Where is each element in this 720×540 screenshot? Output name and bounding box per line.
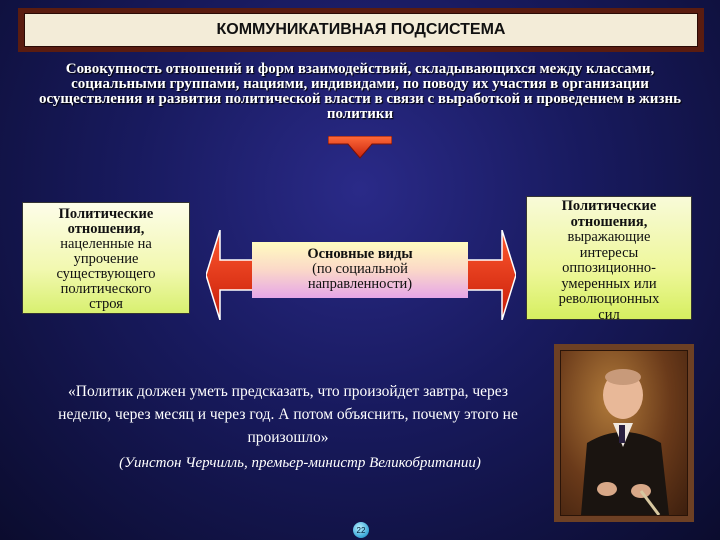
right-box-line: оппозиционно- bbox=[562, 260, 656, 276]
right-box-line: интересы bbox=[579, 244, 639, 261]
churchill-quote: «Политик должен уметь предсказать, что произойдет завтра, через неделю, через месяц и через год. А потом объяснить, почему этого не произошло» bbox=[58, 383, 518, 446]
left-box-heading-1: Политические bbox=[58, 206, 154, 222]
portrait-figure-icon bbox=[561, 351, 687, 515]
left-relations-box bbox=[22, 202, 190, 314]
left-box-heading-2: отношения, bbox=[67, 221, 145, 237]
right-box-line: выражающие bbox=[567, 229, 651, 245]
quote-attribution: (Уинстон Черчилль, премьер-министр Великобритании) bbox=[119, 455, 481, 471]
page-number-badge: 22 bbox=[353, 522, 369, 538]
center-box-line: направленности) bbox=[307, 276, 413, 292]
right-box-heading-2: отношения, bbox=[570, 213, 648, 230]
center-box-line: (по социальной bbox=[312, 261, 408, 277]
slide-title: КОММУНИКАТИВНАЯ ПОДСИСТЕМА bbox=[24, 13, 698, 47]
right-box-line: революционных bbox=[558, 291, 660, 307]
left-box-line: упрочение bbox=[73, 251, 139, 267]
left-box-line: существующего bbox=[56, 266, 156, 282]
right-box-line: умеренных или bbox=[561, 275, 657, 292]
center-box-heading: Основные виды bbox=[307, 246, 413, 262]
right-relations-box bbox=[526, 196, 692, 323]
right-box-heading-1: Политические bbox=[561, 198, 657, 214]
left-box-line: нацеленные на bbox=[60, 236, 152, 252]
left-box-line: строя bbox=[89, 296, 123, 312]
main-types-box bbox=[252, 242, 468, 298]
portrait-frame bbox=[554, 344, 694, 522]
definition-text: Совокупность отношений и форм взаимодействий, складывающихся между классами, социальными группами, нациями, индивидами, по поводу их участия в организации осуществления и развития политической власти в связи с выработкой и проведением в жизнь политики bbox=[38, 61, 682, 122]
churchill-portrait bbox=[560, 350, 688, 516]
right-box-line: сил bbox=[598, 306, 620, 323]
down-arrow-icon bbox=[328, 136, 392, 160]
title-frame bbox=[18, 8, 704, 52]
left-box-line: политического bbox=[60, 281, 152, 297]
